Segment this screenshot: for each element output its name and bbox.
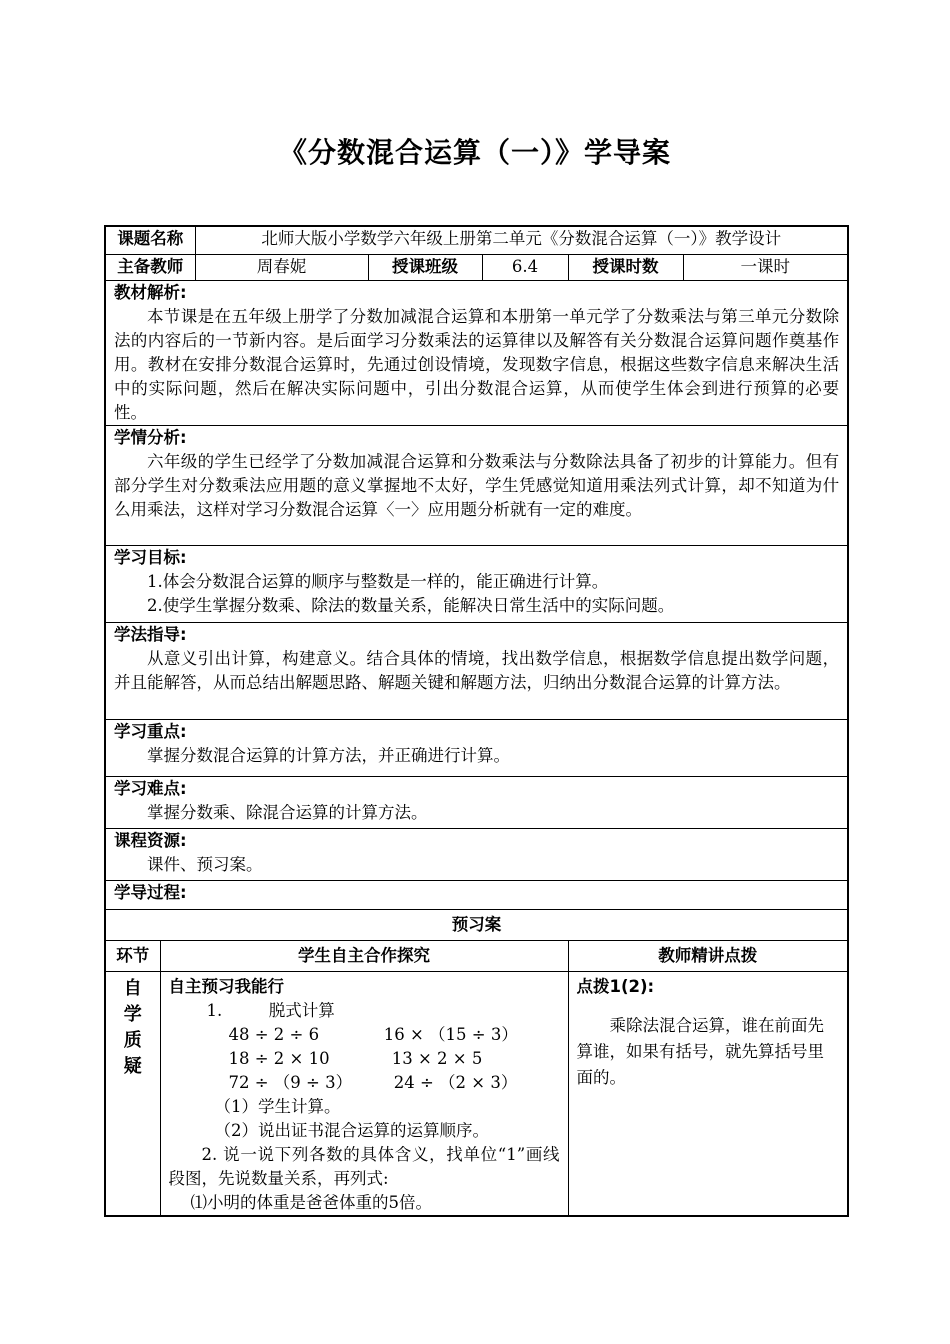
preview-title: 预习案 — [105, 909, 848, 940]
stage-cell — [105, 971, 160, 1216]
item2-text: 2. 说一说下列各数的具体含义，找单位“1”画线段图，先说数量关系，再列式: — [168, 1144, 560, 1188]
lesson-plan-table — [104, 225, 849, 1217]
stage-char: 疑 — [123, 1055, 142, 1077]
difficulty-section — [105, 776, 848, 828]
key-label: 学习重点: — [114, 721, 187, 741]
teacher-label: 主备教师 — [105, 254, 195, 280]
textbook-analysis-section — [105, 280, 848, 425]
difficulty-label: 学习难点: — [114, 778, 187, 798]
student-analysis-section — [105, 425, 848, 545]
method-label: 学法指导: — [114, 624, 187, 644]
stage-char: 质 — [123, 1029, 142, 1051]
textbook-label: 教材解析: — [114, 282, 187, 302]
goals-section — [105, 545, 848, 622]
resources-label: 课程资源: — [114, 830, 187, 850]
column-stage-header: 环节 — [105, 940, 160, 971]
process-label: 学导过程: — [114, 882, 187, 902]
page-title: 《分数混合运算（一）》学导案 — [278, 136, 671, 169]
difficulty-text: 掌握分数乘、除混合运算的计算方法。 — [147, 802, 428, 822]
calc-expression: 16 × （15 ÷ 3） — [383, 1024, 518, 1044]
class-label: 授课班级 — [368, 254, 482, 280]
column-teacher-header: 教师精讲点拨 — [568, 940, 848, 971]
tip-title: 点拨1(2): — [576, 976, 655, 996]
calc-expression: 72 ÷ （9 ÷ 3） — [228, 1072, 353, 1092]
process-section — [105, 880, 848, 909]
column-student-header: 学生自主合作探究 — [160, 940, 568, 971]
calc-expression: 48 ÷ 2 ÷ 6 — [228, 1024, 320, 1044]
sub-step: （2）说出证书混合运算的运算顺序。 — [214, 1120, 489, 1140]
item1-title: 脱式计算 — [268, 1000, 335, 1020]
key-text: 掌握分数混合运算的计算方法，并正确进行计算。 — [147, 745, 510, 765]
goal-item: 2.使学生掌握分数乘、除法的数量关系，能解决日常生活中的实际问题。 — [147, 595, 675, 615]
goals-label: 学习目标: — [114, 547, 187, 567]
student-work-cell — [160, 971, 568, 1216]
method-text: 从意义引出计算，构建意义。结合具体的情境，找出数学信息，根据数学信息提出数学问题，并且能解答，从而总结出解题思路、解题关键和解题方法，归纳出分数混合运算的计算方法。 — [114, 648, 840, 692]
item2-sub: ⑴小明的体重是爸爸体重的5倍。 — [190, 1192, 432, 1212]
teacher-value: 周春妮 — [195, 254, 368, 280]
stage-char: 自 — [123, 977, 142, 999]
students-label: 学情分析: — [114, 427, 187, 447]
calc-expression: 18 ÷ 2 × 10 — [228, 1048, 330, 1068]
goal-item: 1.体会分数混合运算的顺序与整数是一样的，能正确进行计算。 — [147, 571, 609, 591]
textbook-text: 本节课是在五年级上册学了分数加减混合运算和本册第一单元学了分数乘法与第三单元分数除法的内容后的一节新内容。是后面学习分数乘法的运算律以及解答有关分数混合运算问题作奠基作用。教材在安排分数混合运算时，先通过创设情境，发现数字信息，根据这些数字信息来解决生活中的实际问题，然后在解决实际问题中，引出分数混合运算，从而使学生体会到进行预算的必要性。 — [114, 306, 840, 422]
sub-step: （1）学生计算。 — [214, 1096, 341, 1116]
method-section — [105, 622, 848, 719]
self-study-heading: 自主预习我能行 — [168, 976, 284, 996]
resources-section — [105, 828, 848, 880]
students-text: 六年级的学生已经学了分数加减混合运算和分数乘法与分数除法具备了初步的计算能力。但有部分学生对分数乘法应用题的意义掌握地不太好，学生凭感觉知道用乘法列式计算，却不知道为什么用乘法，这样对学习分数混合运算〈一〉应用题分析就有一定的难度。 — [114, 451, 840, 519]
tip-text: 乘除法混合运算，谁在前面先算谁，如果有括号，就先算括号里面的。 — [576, 1015, 824, 1087]
topic-value: 北师大版小学数学六年级上册第二单元《分数混合运算（一）》教学设计 — [195, 226, 848, 254]
calc-expression: 24 ÷ （2 × 3） — [393, 1072, 518, 1092]
hours-value: 一课时 — [683, 254, 848, 280]
key-section — [105, 719, 848, 776]
hours-label: 授课时数 — [568, 254, 683, 280]
item1-number: 1. — [206, 1000, 223, 1020]
topic-label: 课题名称 — [105, 226, 195, 254]
class-value: 6.4 — [482, 254, 568, 280]
teacher-tip-cell — [568, 971, 848, 1216]
stage-char: 学 — [123, 1003, 142, 1025]
resources-text: 课件、预习案。 — [147, 854, 263, 874]
calc-expression: 13 × 2 × 5 — [391, 1048, 483, 1068]
